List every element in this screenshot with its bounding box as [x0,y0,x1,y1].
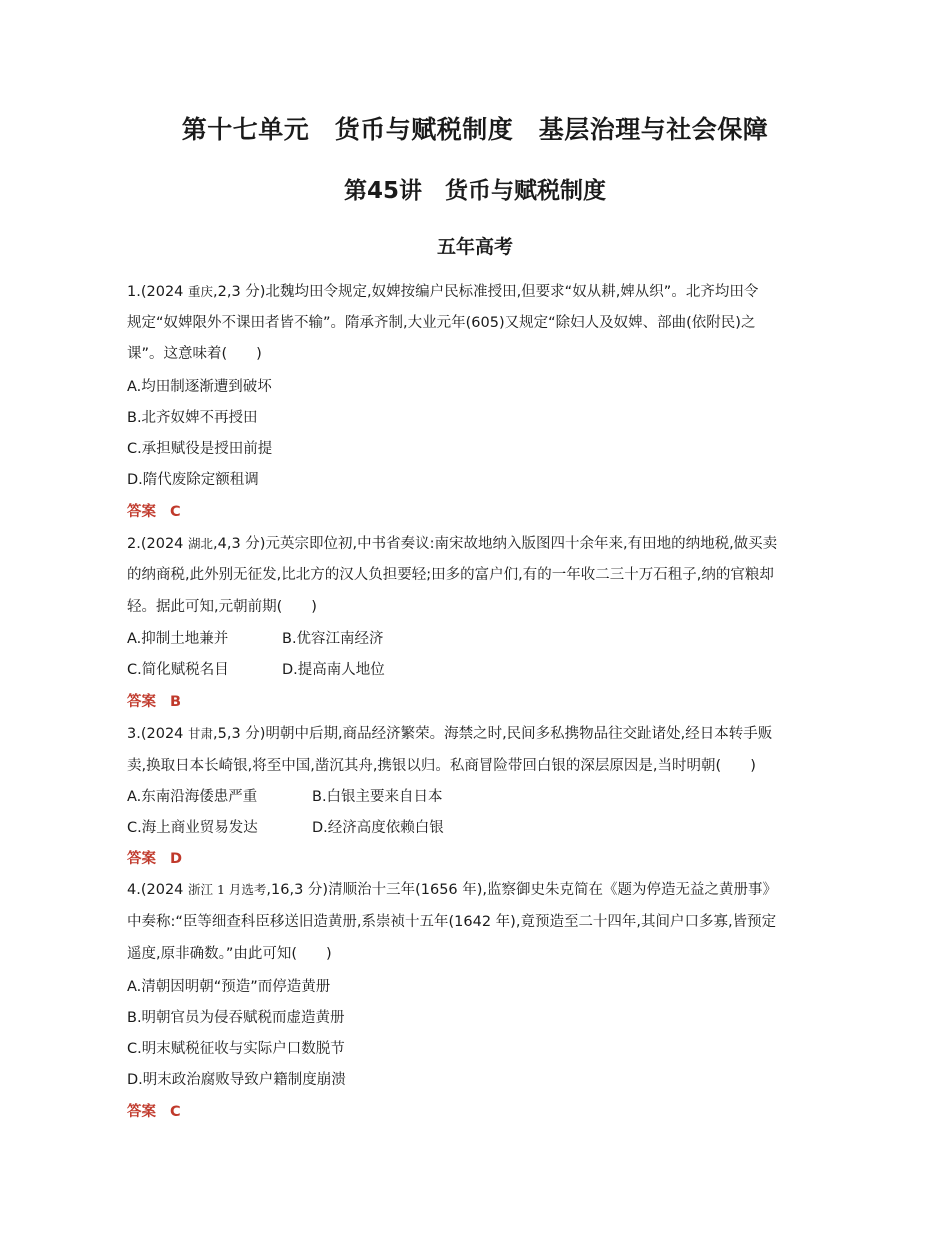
answer-value: C [170,504,181,520]
question-number: 1. [127,284,141,300]
option-c: C.承担赋役是授田前提 [127,441,273,457]
answer-label: 答案 [127,1104,156,1120]
stem-text: 清顺治十三年(1656 年),监察御史朱克简在《题为停造无益之黄册事》 [328,882,778,898]
answer-value: B [170,694,182,710]
option-row [127,660,385,680]
option-d: D.隋代废除定额租调 [127,472,259,488]
unit-title: 第十七单元 货币与赋税制度 基层治理与社会保障 [181,115,769,144]
option-b: B.优容江南经济 [282,631,384,647]
option-b: B.明朝官员为侵吞赋税而虚造黄册 [127,1010,345,1026]
option-a: A.清朝因明朝“预造”而停造黄册 [127,979,331,995]
option-a: A.抑制土地兼并 [127,631,229,647]
question-number: 2. [127,536,141,552]
question-stem-line: 轻。据此可知,元朝前期( ) [127,599,317,615]
option-b: B.白银主要来自日本 [312,789,443,805]
answer-label: 答案 [127,694,156,710]
answer-label: 答案 [127,504,156,520]
option-c: C.海上商业贸易发达 [127,820,258,836]
option-row [127,629,384,649]
option-d: D.明末政治腐败导致户籍制度崩溃 [127,1072,346,1088]
question-stem-line: 的纳商税,此外别无征发,比北方的汉人负担要轻;田多的富户们,有的一年收二三十万石租子,纳的官粮却 [127,567,774,583]
option-c: C.简化赋税名目 [127,662,229,678]
section-title: 五年高考 [436,236,513,258]
source-prefix: (2024 [140,536,189,552]
option-c: C.明末赋税征收与实际户口数脱节 [127,1041,345,1057]
answer-value: C [170,1104,181,1120]
question-stem-line: 课”。这意味着( ) [127,346,262,362]
answer [127,849,182,869]
source-prefix: (2024 [140,882,189,898]
answer-label: 答案 [127,851,156,867]
option-b: B.北齐奴婢不再授田 [127,410,258,426]
question-stem-line: 规定“奴婢限外不课田者皆不输”。隋承齐制,大业元年(605)又规定“除妇人及奴婢、部曲(依附民)之 [127,315,756,331]
question-number: 3. [127,726,141,742]
source-suffix: ,4,3 分) [213,536,266,552]
answer [127,692,181,712]
question-stem-line: 中奏称:“臣等细查科臣移送旧造黄册,系崇祯十五年(1642 年),竟预造至二十四年,其间户口多寡,皆预定 [127,914,777,930]
question-stem-line [127,534,777,554]
question-stem-line [127,880,777,900]
source-name: 浙江 1 月选考 [188,882,267,897]
stem-text: 元英宗即位初,中书省奏议:南宋故地纳入版图四十余年来,有田地的纳地税,做买卖 [265,536,778,552]
answer-value: D [170,851,183,867]
option-row [127,787,443,807]
source-suffix: ,16,3 分) [266,882,329,898]
lesson-title: 第45讲 货币与赋税制度 [343,178,606,204]
source-suffix: ,2,3 分) [213,284,266,300]
option-d: D.提高南人地位 [282,662,385,678]
option-a: A.东南沿海倭患严重 [127,789,258,805]
source-suffix: ,5,3 分) [213,726,266,742]
source-name: 湖北 [188,536,214,551]
question-stem-line: 遥度,原非确数。”由此可知( ) [127,946,332,962]
source-name: 重庆 [188,284,214,299]
answer [127,502,181,522]
question-number: 4. [127,882,141,898]
option-a: A.均田制逐渐遭到破坏 [127,379,272,395]
stem-text: 明朝中后期,商品经济繁荣。海禁之时,民间多私携物品往交趾诸处,经日本转手贩 [265,726,773,742]
answer [127,1102,181,1122]
source-prefix: (2024 [140,284,189,300]
question-stem-line: 卖,换取日本长崎银,将至中国,凿沉其舟,携银以归。私商冒险带回白银的深层原因是,当时明朝( ) [127,758,756,774]
option-row [127,818,444,838]
question-stem-line [127,724,772,744]
source-name: 甘肃 [188,726,214,741]
source-prefix: (2024 [140,726,189,742]
stem-text: 北魏均田令规定,奴婢按编户民标准授田,但要求“奴从耕,婢从织”。北齐均田令 [265,284,759,300]
question-stem-line [127,282,758,302]
option-d: D.经济高度依赖白银 [312,820,444,836]
